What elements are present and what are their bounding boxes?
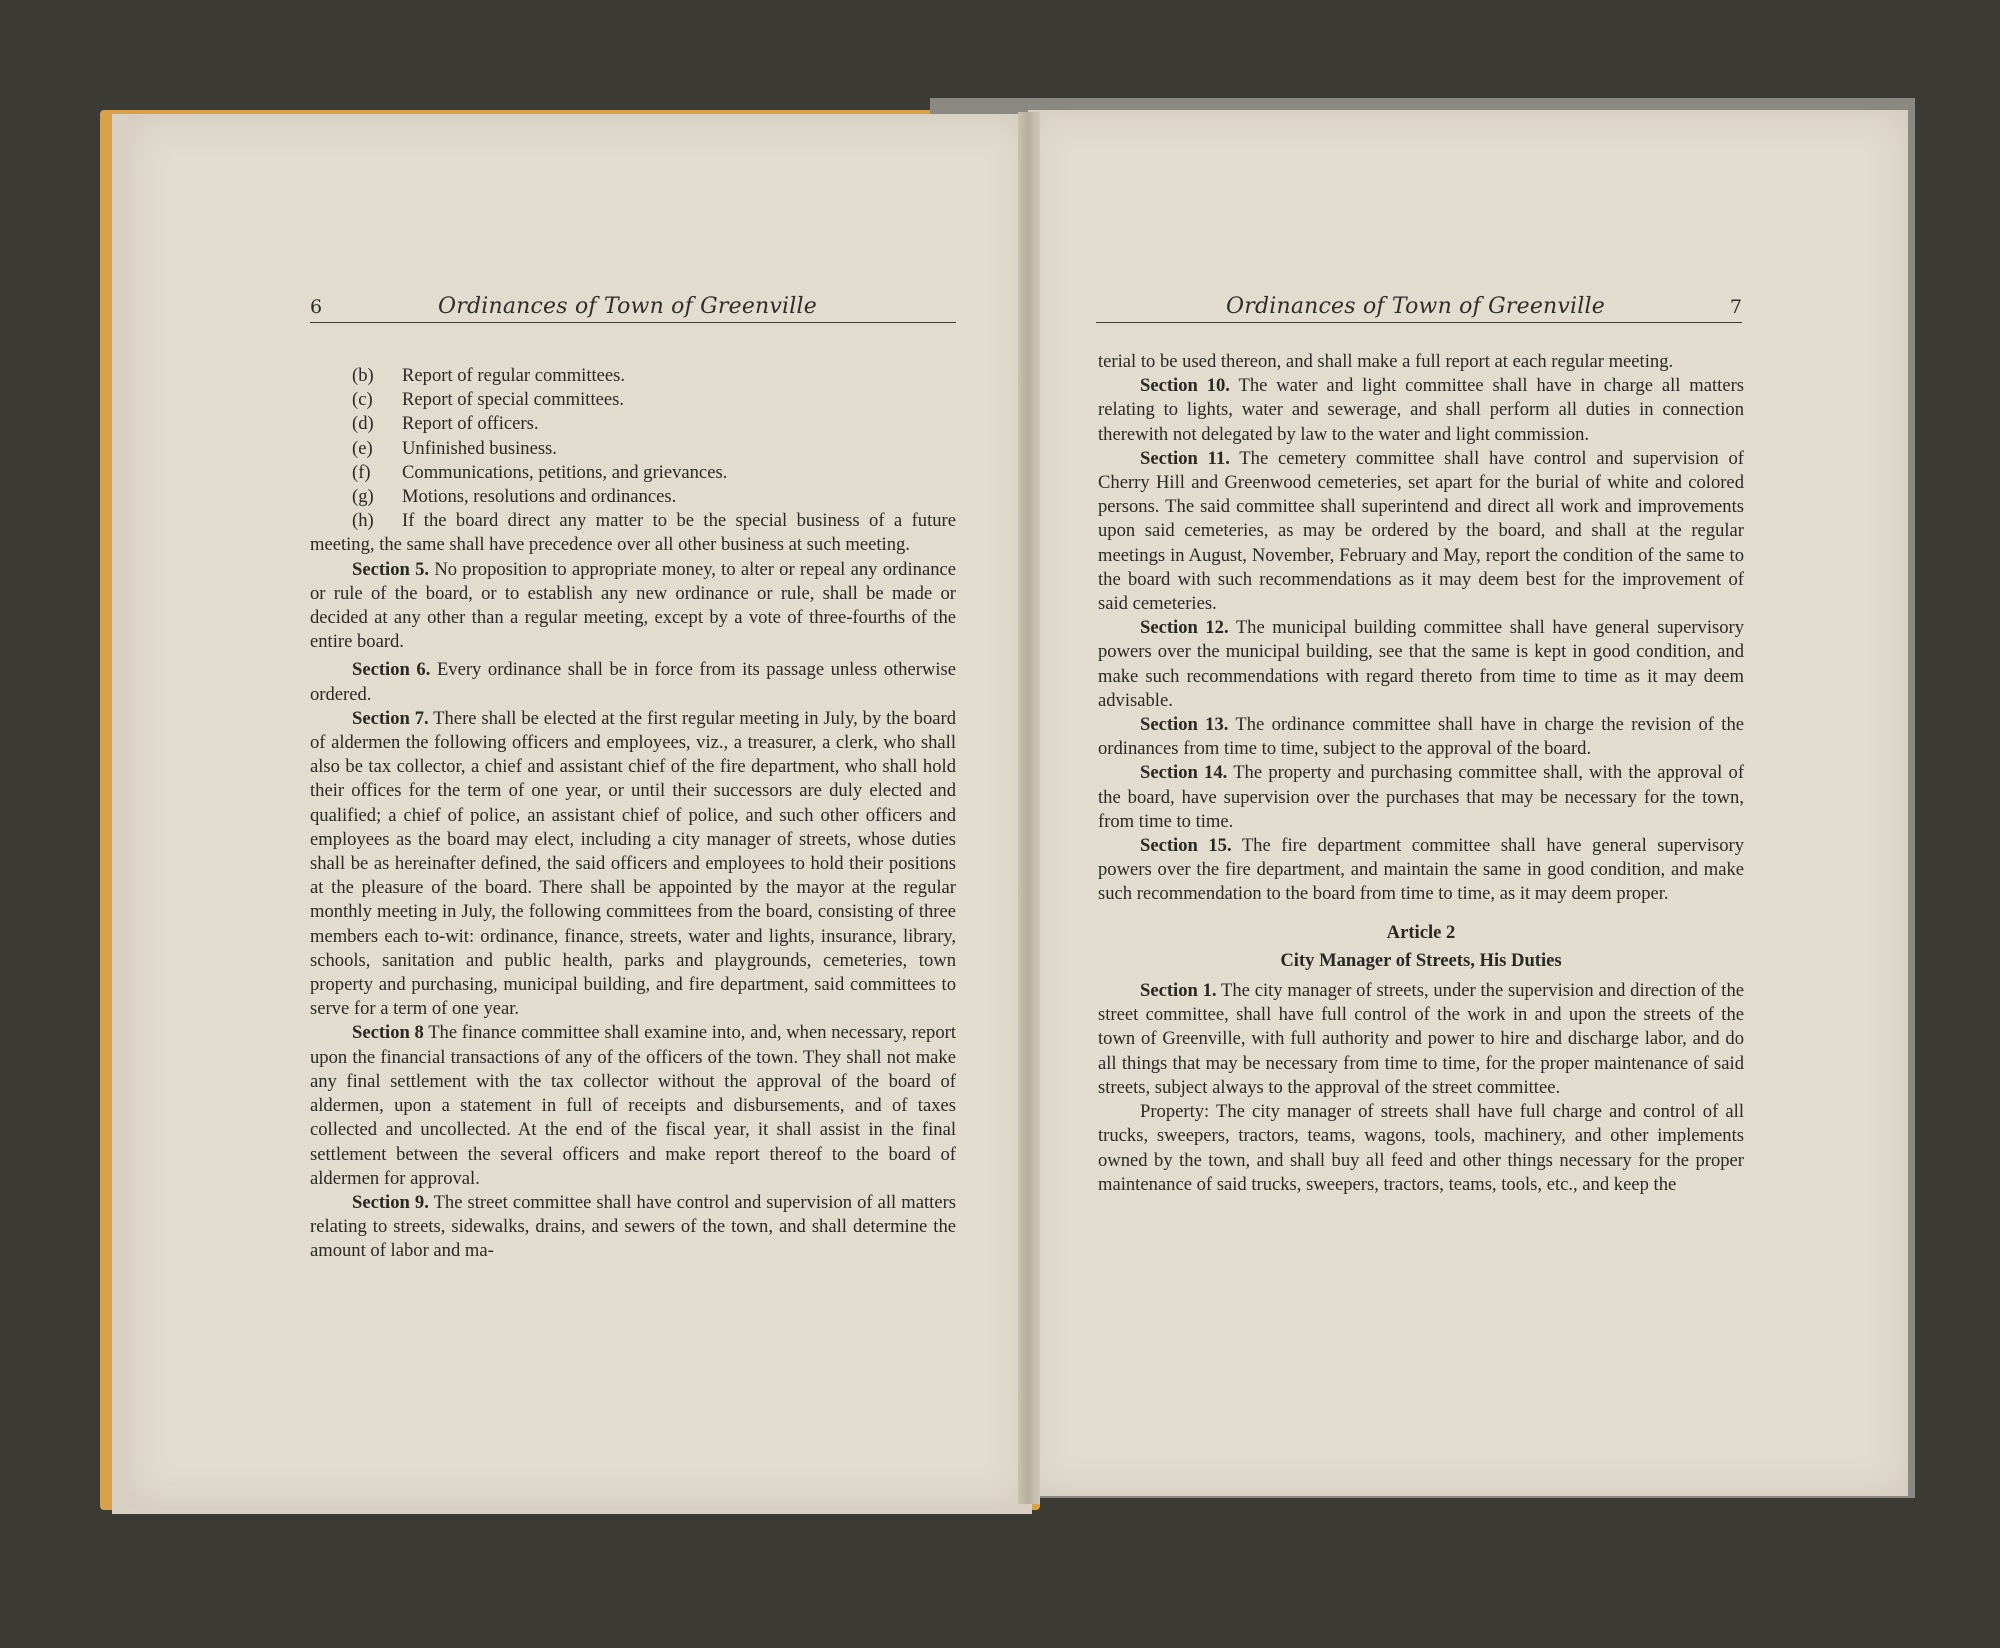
section-text: The street committee shall have control and supervision of all matters relating to streets, sidewalks, drains, and sewers of the town, and shall determine the amount of labor and ma- — [310, 1191, 956, 1262]
section-text: Every ordinance shall be in force from its passage unless otherwise ordered. — [310, 659, 957, 705]
list-item — [310, 364, 956, 388]
section-text: The city manager of streets, under the supervision and direction of the street committee, shall have full control of the work in and upon the streets of the town of Greenville, with full authority and power to hire and discharge labor, and do all things that may be necessary from time to time, for the proper maintenance of said streets, subject always to the approval of the street committee. — [1098, 980, 1744, 1098]
section-heading: Section 1. — [1140, 980, 1217, 1002]
item-text: Report of special committees. — [402, 389, 625, 411]
left-page-number: 6 — [310, 296, 323, 318]
list-item-h — [310, 509, 956, 557]
section-heading: Section 8 — [352, 1022, 424, 1044]
list-item — [310, 485, 956, 509]
right-page-number: 7 — [1729, 296, 1742, 318]
item-text: Motions, resolutions and ordinances. — [402, 486, 677, 508]
section-heading: Section 15. — [1140, 835, 1232, 857]
article-heading: Article 2 — [1386, 921, 1456, 943]
item-label: (g) — [352, 486, 374, 508]
item-text: Unfinished business. — [402, 437, 557, 459]
section-text: No proposition to appropriate money, to alter or repeal any ordinance or rule of the board, or to establish any new ordinance or rule, shall be made or decided at any other than a regular meeting, except by a vote of three-fourths of the entire board. — [310, 558, 956, 653]
section-heading: Section 10. — [1140, 375, 1230, 397]
item-text: If the board direct any matter to be the special business of a future meeting, the same shall have precedence over all other business at such meeting. — [310, 510, 956, 556]
section-heading: Section 13. — [1140, 714, 1229, 736]
right-running-title: Ordinances of Town of Greenville — [1226, 294, 1605, 319]
section-paragraph — [1098, 761, 1744, 834]
book-gutter — [1018, 112, 1040, 1504]
item-label: (c) — [352, 389, 373, 411]
section-text: The finance committee shall examine into, and, when necessary, report upon the financial transactions of any of the officers of the town. They shall not make any final settlement with the tax collector without the approval of the board of aldermen, upon a statement in full of receipts and disbursements, and of taxes collected and uncollected. At the end of the fiscal year, it shall assist in the final settlement between the several officers and make report thereof to the board of aldermen for approval. — [310, 1022, 956, 1189]
section-heading: Section 6. — [352, 659, 431, 681]
section-paragraph — [1098, 616, 1744, 713]
section-paragraph — [1098, 374, 1744, 447]
section-text: The water and light committee shall have in charge all matters relating to lights, water and sewerage, and shall perform all duties in connection therewith not delegated by law to the water and light commission. — [1098, 375, 1745, 445]
section-heading: Section 12. — [1140, 617, 1229, 639]
right-page-header — [1096, 288, 1742, 323]
section-heading: Section 11. — [1140, 447, 1230, 469]
list-item — [310, 461, 956, 485]
continuation-paragraph: terial to be used thereon, and shall make a full report at each regular meeting. — [1098, 351, 1674, 372]
item-label: (h) — [352, 510, 374, 532]
item-text: Communications, petitions, and grievances. — [402, 461, 728, 483]
property-heading: Property: — [1140, 1101, 1210, 1123]
section-paragraph — [1098, 447, 1744, 616]
article-section-paragraph — [1098, 979, 1744, 1100]
section-paragraph — [310, 1021, 956, 1190]
section-heading: Section 14. — [1140, 762, 1228, 784]
section-paragraph — [1098, 713, 1744, 761]
section-text: The property and purchasing committee shall, with the approval of the board, have supervision over the purchases that may be necessary for the town, from time to time. — [1098, 762, 1745, 832]
left-page-body — [310, 364, 956, 1264]
item-label: (d) — [352, 413, 374, 435]
item-text: Report of regular committees. — [402, 365, 626, 386]
section-paragraph — [310, 558, 956, 655]
property-text: The city manager of streets shall have full charge and control of all trucks, sweepers, tractors, teams, wagons, tools, machinery, and other implements owned by the town, and shall buy all feed and other things necessary for the proper maintenance of said trucks, sweepers, tractors, teams, tools, etc., and keep the — [1098, 1101, 1744, 1195]
property-paragraph — [1098, 1100, 1744, 1197]
item-label: (e) — [352, 437, 373, 459]
section-text: There shall be elected at the first regular meeting in July, by the board of aldermen the following officers and employees, viz., a treasurer, a clerk, who shall also be tax collector, a chief and assistant chief of the fire department, who shall hold their offices for the term of one year, or until their successors are duly elected and qualified; a chief of police, an assistant chief of police, and such other officers and employees as the board may elect, including a city manager of streets, whose duties shall be as hereinafter defined, the said officers and employees to hold their positions at the pleasure of the board. There shall be appointed by the mayor at the regular monthly meeting in July, the following committees from the board, consisting of three members each to-wit: ordinance, finance, streets, water and lights, insurance, library, schools, sanitation and public health, parks and playgrounds, cemeteries, town property and purchasing, municipal building, and fire department, said committees to serve for a term of one year. — [310, 707, 957, 1020]
section-text: The fire department committee shall have general supervisory powers over the fire department, and maintain the same in good condition, and make such recommendation to the board from time to time, as it may deem proper. — [1098, 835, 1745, 905]
section-text: The cemetery committee shall have control and supervision of Cherry Hill and Greenwood cemeteries, set apart for the burial of white and colored persons. The said committee shall superintend and direct all work and improvements upon said cemeteries, as may be ordered by the board, and shall at the regular meetings in August, November, February and May, report the condition of the same to the board with such recommendations as it may deem best for the improvement of said cemeteries. — [1098, 447, 1745, 615]
section-heading: Section 5. — [352, 558, 430, 580]
section-text: The municipal building committee shall have general supervisory powers over the municipal building, see that the same is kept in good condition, and make such recommendations with regard thereto from time to time as it may deem advisable. — [1098, 617, 1745, 711]
section-paragraph — [310, 658, 956, 706]
item-text: Report of officers. — [402, 413, 539, 435]
left-page-header — [310, 288, 956, 323]
section-text: The ordinance committee shall have in charge the revision of the ordinances from time to time, subject to the approval of the board. — [1098, 714, 1744, 760]
article-title: City Manager of Streets, His Duties — [1280, 949, 1562, 971]
list-item — [310, 437, 956, 461]
section-paragraph — [310, 1191, 956, 1264]
left-running-title: Ordinances of Town of Greenville — [438, 294, 817, 319]
right-page-body — [1098, 350, 1744, 1197]
section-paragraph — [1098, 834, 1744, 907]
list-item — [310, 412, 956, 436]
item-label: (f) — [352, 461, 371, 483]
list-item — [310, 388, 956, 412]
section-heading: Section 7. — [352, 707, 429, 729]
section-heading: Section 9. — [352, 1191, 429, 1213]
item-label: (b) — [352, 365, 374, 386]
section-paragraph — [310, 707, 956, 1022]
